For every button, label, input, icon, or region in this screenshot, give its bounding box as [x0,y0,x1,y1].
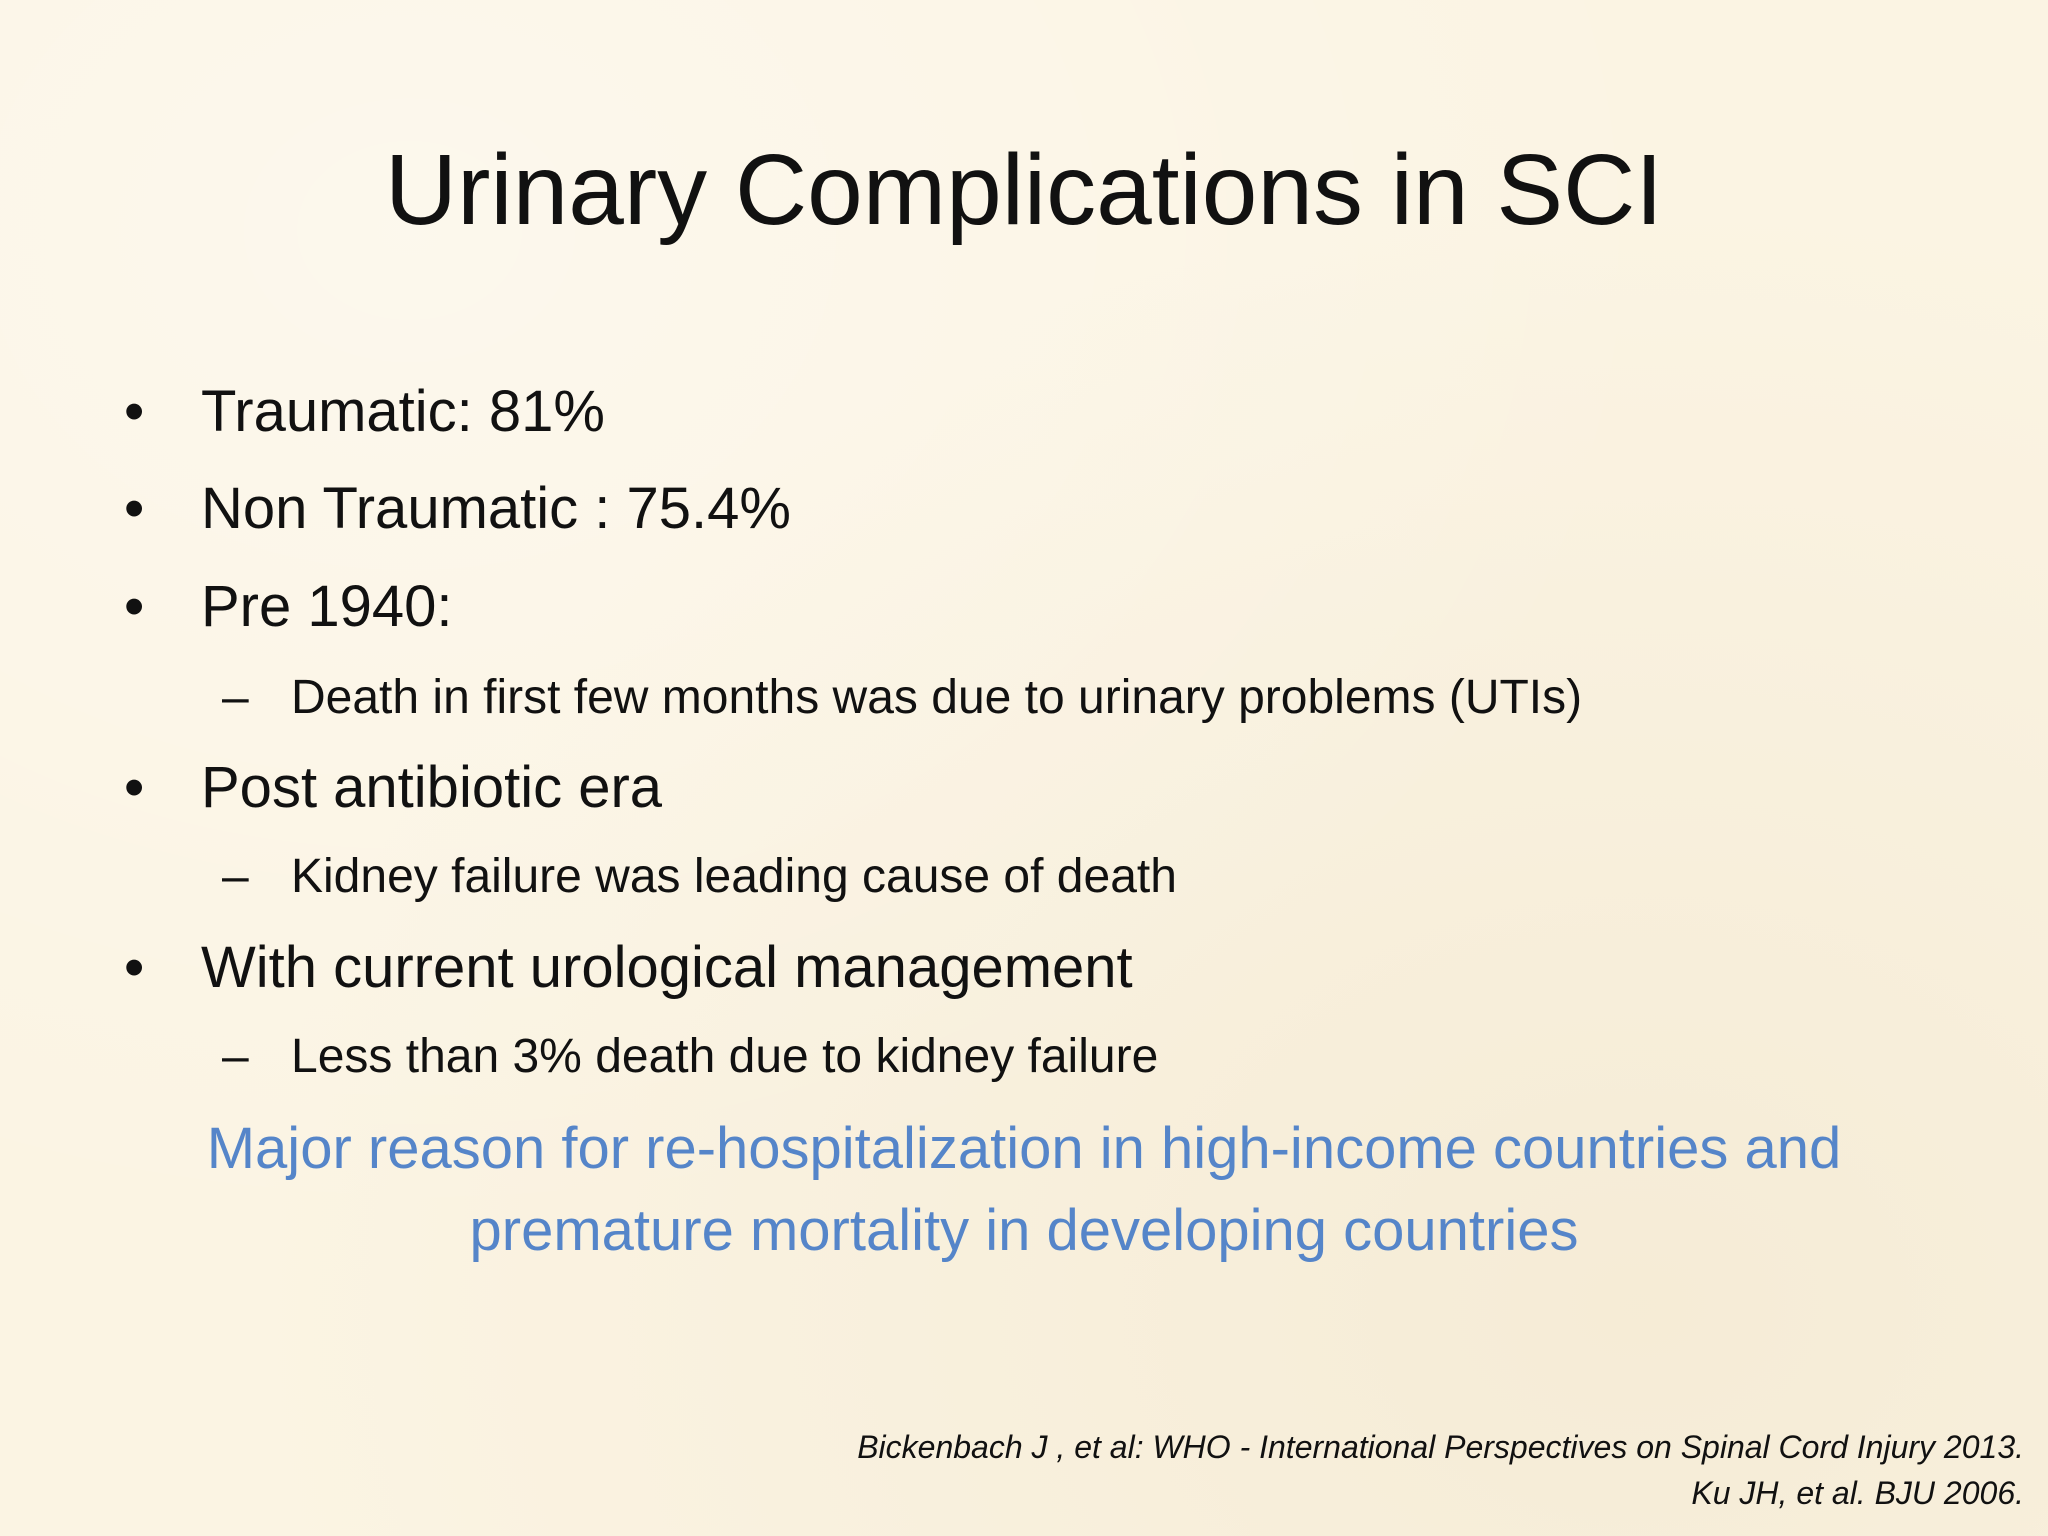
callout-line-1: Major reason for re-hospitalization in high-income countries and [206,1116,1842,1181]
slide-title: Urinary Complications in SCI [384,134,1664,246]
bullet-item [124,567,1924,647]
bullet-marker: • [124,379,145,444]
bullet-text: Non Traumatic : 75.4% [201,476,791,541]
bullet-marker: • [124,935,145,1000]
reference-1: Bickenbach J , et al: WHO - International Perspectives on Spinal Cord Injury 2013. [857,1429,2024,1465]
bullet-text: Pre 1940: [201,574,453,639]
sub-bullet-item [222,666,1922,730]
reference-2: Ku JH, et al. BJU 2006. [1691,1475,2024,1511]
bullet-marker: • [124,755,145,820]
sub-bullet-text: Kidney failure was leading cause of death [291,850,1177,903]
references [857,1424,2024,1516]
sub-bullet-text: Less than 3% death due to kidney failure [291,1030,1159,1083]
bullet-marker: • [124,476,145,541]
bullet-text: With current urological management [201,935,1133,1000]
sub-bullet-text: Death in first few months was due to urinary problems (UTIs) [291,671,1583,724]
callout-line-2: premature mortality in developing countries [469,1198,1579,1263]
bullet-item [124,469,1924,549]
sub-bullet-marker: – [222,671,249,724]
bullet-text: Traumatic: 81% [201,379,605,444]
sub-bullet-marker: – [222,850,249,903]
sub-bullet-item [222,1025,1922,1089]
bullet-item [124,372,1924,452]
bullet-marker: • [124,574,145,639]
bullet-text: Post antibiotic era [201,755,663,820]
bullet-item [124,748,1924,828]
callout-text [0,1108,2048,1272]
sub-bullet-marker: – [222,1030,249,1083]
bullet-item [124,928,1924,1008]
sub-bullet-item [222,845,1922,909]
